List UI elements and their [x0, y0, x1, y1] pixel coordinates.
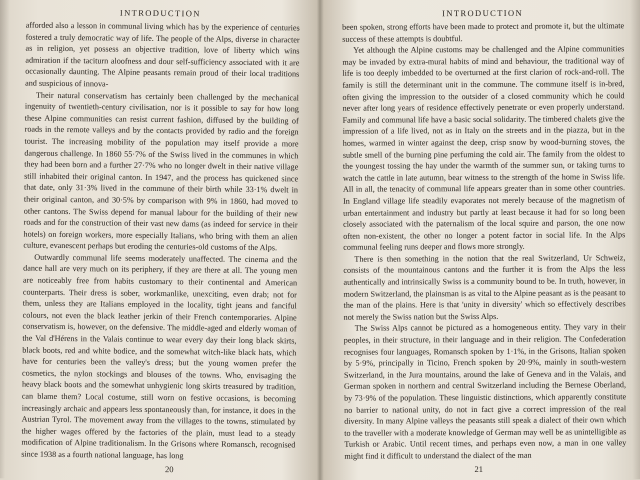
- page-body: [342, 20, 626, 462]
- left-page: [0, 0, 318, 480]
- paragraph: been spoken, strong efforts have been made to protect and promote it, but the ultimate success of these attempts is doubtful.: [342, 21, 625, 44]
- page-number: 20: [165, 464, 174, 475]
- page-number: 21: [474, 463, 483, 475]
- page-body: [21, 20, 300, 463]
- right-page: [322, 0, 640, 480]
- running-head: INTRODUCTION: [442, 7, 524, 19]
- paragraph: Yet although the Alpine customs may be challenged and the Alpine communities may be invaded by extra-mural habits of mind and behaviour, the traditional way of life is too deeply imbedded to be overturned at the first clarion of rock-and-roll. The family is still the determinant unit in the commune. The commune itself is in-bred, often giving the impression to the outsider of a closed community which he could never after long years of residence effectively penetrate or even properly understand. Family and communal life have a basic social solidarity. The timbered chalets give the impression of a life lived, not as in Italy on the streets and in the piazza, but in the homes, warmed in winter against the deep, crisp snow by wood-burning stoves, the subtle smell of the burning pine perfuming the cold air. The family from the oldest to the youngest tossing the hay under the warmth of the summer sun, or taking turns to watch the cattle in late autumn, bear witness to the strength of the home in Swiss life. All in all, the tenacity of communal life appears greater than in some other countries. In England village life steadily evaporates not merely because of the magnetism of urban entertainment and industry but partly at least because it had for so long been closely associated with the paternalism of the local squire and parson, the one now often non-existent, the other no longer a potent factor in social life. In the Alps communal feeling runs deeper and flows more strongly.: [342, 44, 626, 253]
- paragraph: afforded also a lesson in communal living which has by the experience of centuries fostered a truly democratic way of life. The people of the Alps, diverse in character as in religion, yet possess an objective tradition, love of liberty which wins admiration if the taciturn aloofness and dour self-sufficiency associated with it are occasionally daunting. The Alpine peasants remain proud of their local traditions and suspicious of innova-: [25, 20, 300, 89]
- running-head: INTRODUCTION: [119, 7, 201, 19]
- page-edge-shadow: [0, 0, 10, 478]
- paragraph: The Swiss Alps cannot be pictured as a homogeneous entity. They vary in their peoples, in their structure, in their language and in their religion. The Confederation recognises four languages, Romansch spoken by 1·1%, in the Grisons, Italian spoken by 5·9%, principally in Ticino, French spoken by 20·9%, mainly in south-western Switzerland, in the Jura mountains, around the lake of Geneva and in the Valais, and German spoken in northern and central Switzerland including the Bernese Oberland, by 73·9% of the population. These linguistic distinctions, which apparently constitute no barrier to national unity, do not in fact give a correct impression of the real diversity. In many Alpine valleys the peasants still speak a dialect of their own which to the traveller with a moderate knowledge of German may well be as unintelligible as Turkish or Arabic. Until recent times, and perhaps even now, a man in one valley might find it difficult to understand the dialect of the man: [343, 322, 627, 461]
- page-edge-shadow: [630, 0, 640, 479]
- paragraph: Outwardly communal life seems moderately unaffected. The cinema and the dance hall are very much on its periphery, if they are there at all. The young men are noticeably free from habits customary to their continental and American counterparts. Their dress is sober, workmanlike, unexciting, even drab; not for them, unless they are Italians employed in the locality, tight jeans and fanciful colours, not even the black leather jerkin of their French contemporaries. Alpine conservatism is, however, on the defensive. The middle-aged and elderly woman of the Val d'Hérens in the Valais continue to wear every day their long black skirts, black boots, red and white bodice, and the somewhat witch-like black hats, which have for centuries been the valley's dress; but the young women prefer the cosmetics, the nylon stockings and blouses of the towns. Who, envisaging the heavy black boots and the somewhat unhygienic long skirts treasured by tradition, can blame them? Local costume, still worn on festive occasions, is becoming increasingly archaic and appears less spontaneously than, for instance, it does in the Austrian Tyrol. The movement away from the villages to the towns, stimulated by the higher wages offered by the factories of the plain, must lead to a steady modification of Alpine traditionalism. In the Grisons where Romansch, recognised since 1938 as a fourth national language, has long: [21, 252, 298, 461]
- paragraph: There is then something in the notion that the real Switzerland, Ur Schweiz, consists of the mountainous cantons and the further it is from the Alps the less authentically and intrinsically Swiss is a community bound to be. In truth, however, in modern Switzerland, the plainsman is as vital to the Alpine peasant as is the peasant to the man of the plains. Here is that 'unity in diversity' which so effectively describes not merely the Swiss nation but the Swiss Alps.: [343, 253, 626, 322]
- paragraph: Their natural conservatism has certainly been challenged by the mechanical ingenuity of twentieth-century civilisation, nor is it possible to say for how long these Alpine communities can resist current fashion, diffused by the building of roads in the remote valleys and by the contacts provided by radio and the foreign tourist. The increasing mobility of the population may itself provide a more dangerous challenge. In 1860 55·7% of the Swiss lived in the communes in which they had been born and a further 27·7% who no longer dwelt in their native village still inhabited their original canton. In 1947, and the process has quickened since that date, only 31·3% lived in the commune of their birth while 33·1% dwelt in their original canton, and 30·5% by comparison with 9% in 1860, had moved to other cantons. The Swiss depend for manual labour for the building of their new roads and for the construction of their vast new dams (as indeed for service in their hotels) on foreign workers, more especially Italians, who bring with them an alien culture, evanescent perhaps but eroding the centuries-old customs of the Alps.: [23, 90, 300, 253]
